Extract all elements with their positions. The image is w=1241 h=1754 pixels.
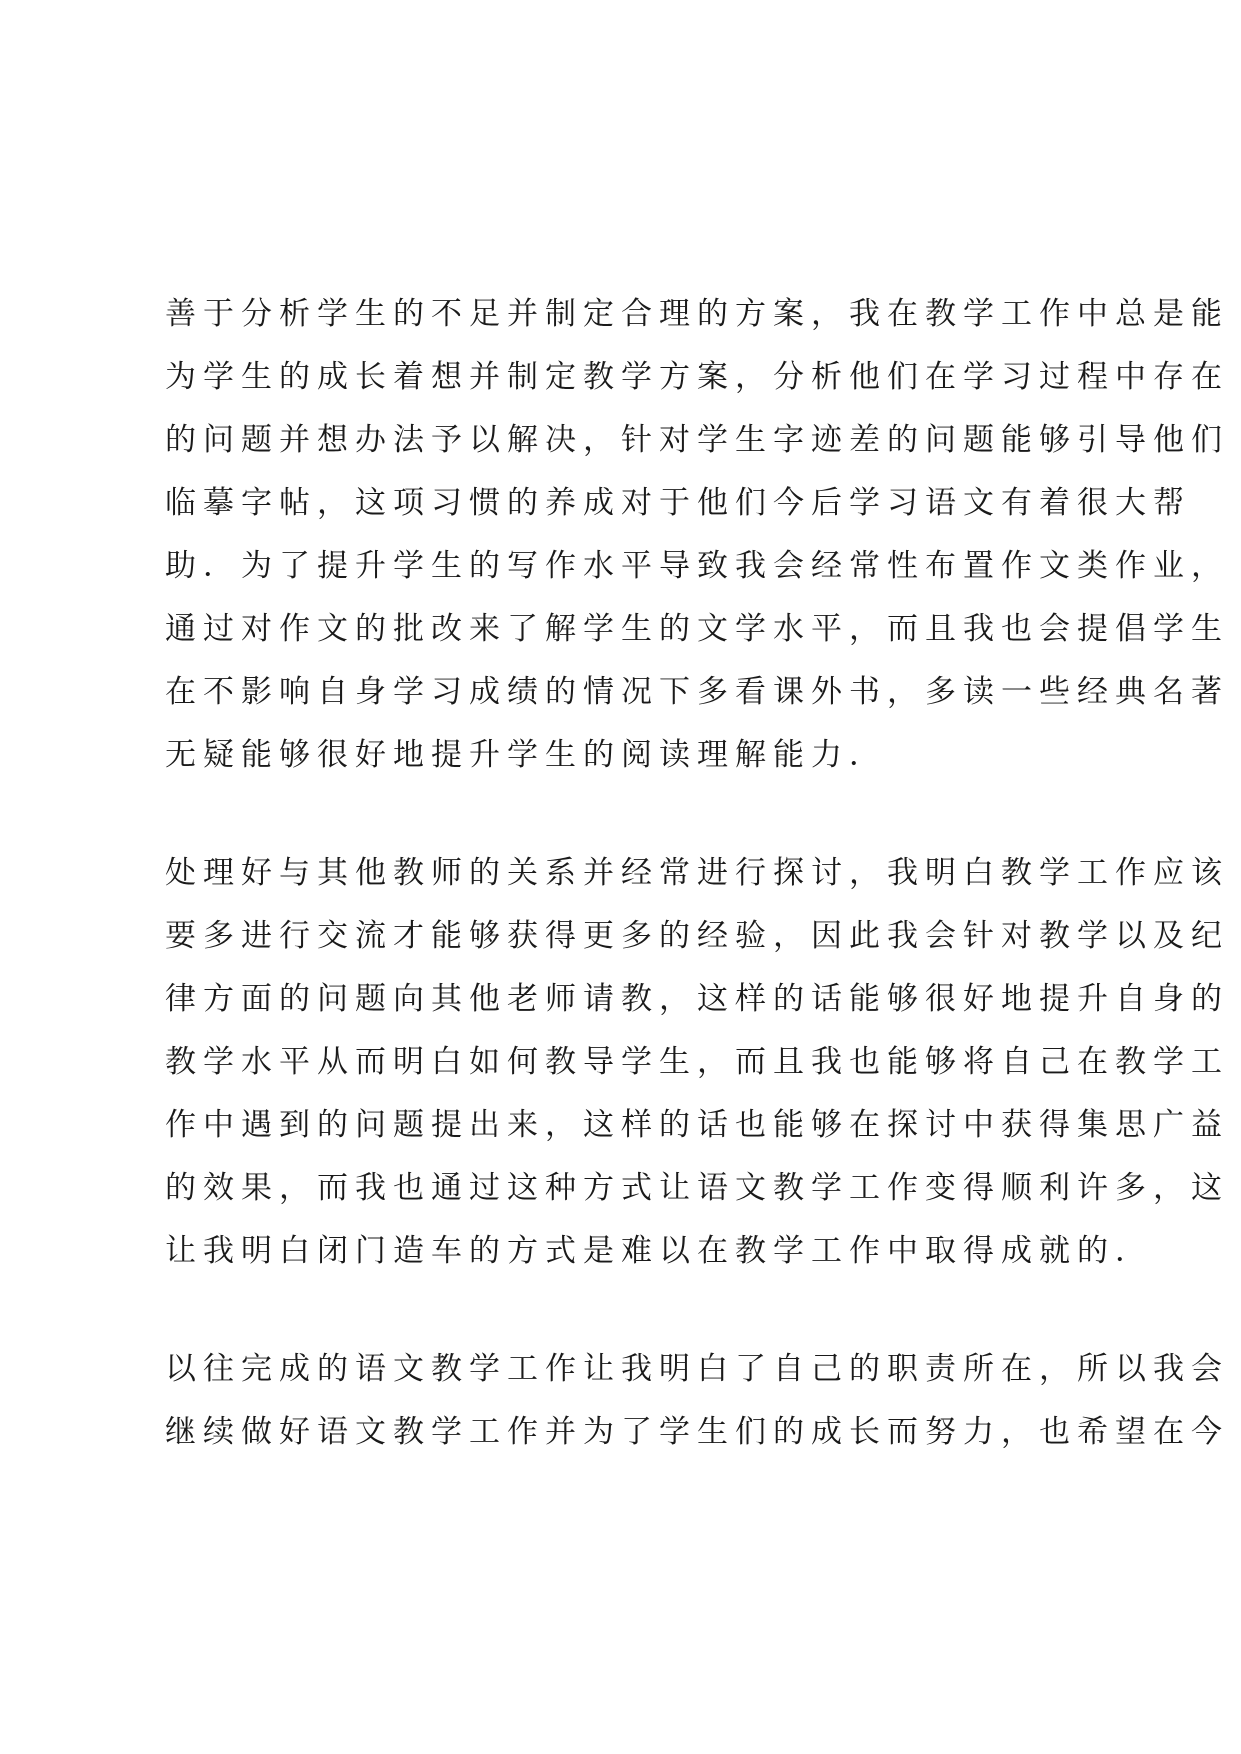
paragraph-3-line-2: 继续做好语文教学工作并为了学生们的成长而努力，也希望在今	[165, 1414, 1229, 1450]
paragraph-1-line-1: 善于分析学生的不足并制定合理的方案，我在教学工作中总是能	[165, 296, 1229, 332]
paragraph-2-line-5: 作中遇到的问题提出来，这样的话也能够在探讨中获得集思广益	[165, 1107, 1229, 1143]
paragraph-2-line-7: 让我明白闭门造车的方式是难以在教学工作中取得成就的．	[165, 1233, 1153, 1269]
paragraph-2-line-4: 教学水平从而明白如何教导学生，而且我也能够将自己在教学工	[165, 1044, 1229, 1080]
paragraph-1-line-5: 助．为了提升学生的写作水平导致我会经常性布置作文类作业，	[165, 548, 1229, 584]
paragraph-2-line-2: 要多进行交流才能够获得更多的经验，因此我会针对教学以及纪	[165, 918, 1229, 954]
paragraph-2-line-3: 律方面的问题向其他老师请教，这样的话能够很好地提升自身的	[165, 981, 1229, 1017]
paragraph-1-line-2: 为学生的成长着想并制定教学方案，分析他们在学习过程中存在	[165, 359, 1229, 395]
paragraph-3-line-1: 以往完成的语文教学工作让我明白了自己的职责所在，所以我会	[165, 1351, 1229, 1387]
paragraph-2-line-1: 处理好与其他教师的关系并经常进行探讨，我明白教学工作应该	[165, 855, 1229, 891]
paragraph-1-line-8: 无疑能够很好地提升学生的阅读理解能力．	[165, 737, 887, 773]
paragraph-1-line-4: 临摹字帖，这项习惯的养成对于他们今后学习语文有着很大帮	[165, 485, 1191, 521]
paragraph-1-line-6: 通过对作文的批改来了解学生的文学水平，而且我也会提倡学生	[165, 611, 1229, 647]
paragraph-2-line-6: 的效果，而我也通过这种方式让语文教学工作变得顺利许多，这	[165, 1170, 1229, 1206]
paragraph-1-line-7: 在不影响自身学习成绩的情况下多看课外书，多读一些经典名著	[165, 674, 1229, 710]
paragraph-1-line-3: 的问题并想办法予以解决，针对学生字迹差的问题能够引导他们	[165, 422, 1229, 458]
